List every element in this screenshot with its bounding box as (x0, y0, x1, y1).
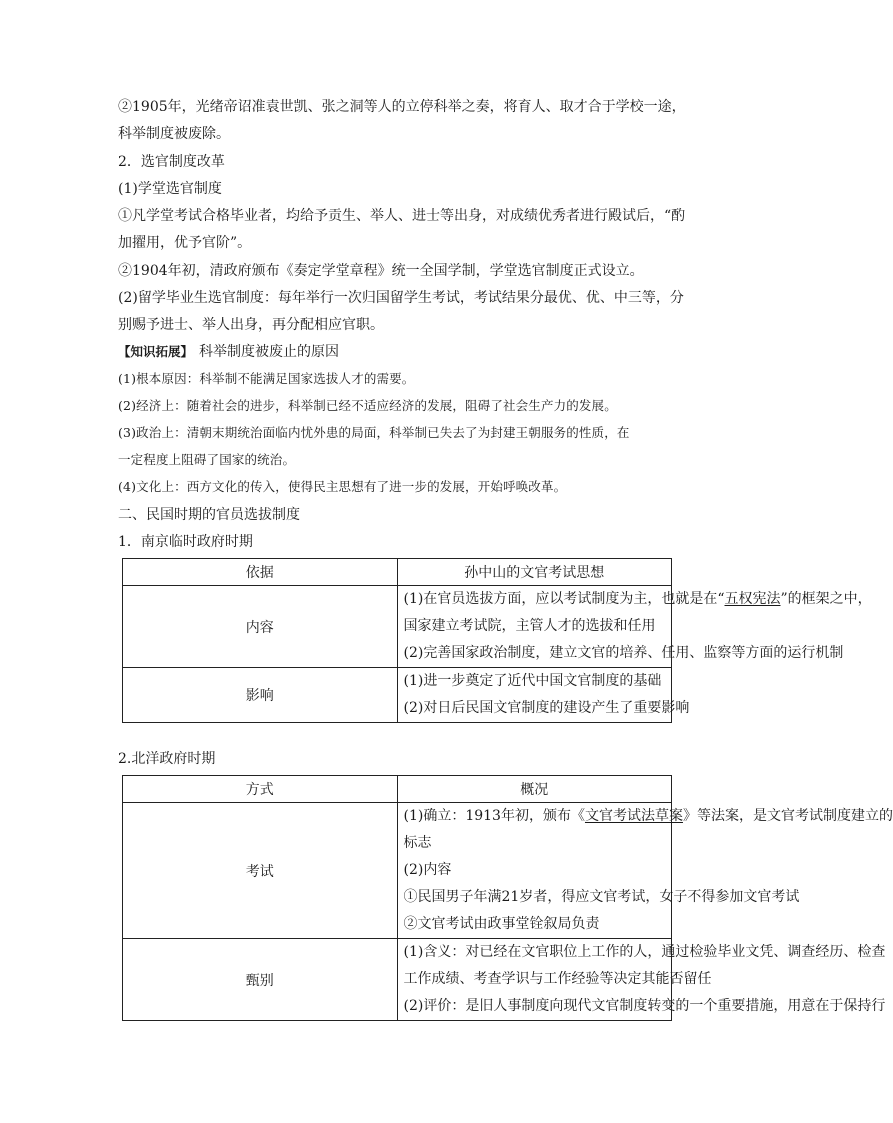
row-body-content (397, 586, 872, 668)
cell-line: ①民国男子年满21岁者，得应文官考试，女子不得参加文官考试 (403, 889, 800, 905)
cell-line: (1)含义：对已经在文官职位上工作的人，通过检验毕业文凭、调查经历、检查 (403, 944, 886, 960)
knowledge-item-3-line1: (3)政治上：清朝末期统治面临内忧外患的局面，科举制已失去了为封建王朝服务的性质，在 (118, 425, 630, 440)
knowledge-tag: 【知识拓展】 (118, 344, 194, 359)
table-header-overview: 概况 (397, 776, 672, 803)
row-head-exam: 考试 (123, 803, 398, 939)
paragraph-1904-post: 统一全国学制，学堂选官制度正式设立。 (391, 263, 644, 279)
heading-school-selection: (1)学堂选官制度 (118, 181, 222, 197)
knowledge-header (118, 343, 678, 361)
paragraph-abolition-line1: ②1905年，光绪帝诏准袁世凯、张之洞等人的立停科举之奏，将育人、取才合于学校一途， (118, 99, 686, 115)
cell-line (403, 803, 893, 830)
knowledge-item-3-line2: 一定程度上阻碍了国家的统治。 (118, 452, 296, 467)
cell-line (403, 586, 872, 613)
row-head-content: 内容 (123, 586, 398, 668)
underlined-term: 文官考试法草案 (584, 808, 683, 824)
row-body-influence (397, 668, 690, 723)
knowledge-title: 科举制度被废止的原因 (199, 344, 340, 360)
paragraph-1904 (118, 262, 678, 280)
cell-line: (2)内容 (403, 862, 452, 878)
underlined-term: 五权宪法 (724, 591, 781, 607)
paragraph-overseas-line1: (2)留学毕业生选官制度：每年举行一次归国留学生考试，考试结果分最优、优、中三等，分 (118, 290, 684, 306)
cell-line: (2)对日后民国文官制度的建设产生了重要影响 (403, 700, 690, 716)
heading-reform: 2．选官制度改革 (118, 154, 225, 170)
row-body-screening (397, 939, 886, 1021)
cell-text: 》等法案，是文官考试制度建立的 (682, 808, 893, 824)
section-heading-republic: 二、民国时期的官员选拔制度 (118, 507, 300, 523)
subheading-beiyang: 2.北洋政府时期 (118, 751, 216, 767)
row-body-exam (397, 803, 893, 939)
knowledge-item-1: (1)根本原因：科举制不能满足国家选拔人才的需要。 (118, 371, 415, 386)
table-row (123, 939, 672, 1021)
cell-line: 国家建立考试院，主管人才的选拔和任用 (403, 618, 656, 634)
cell-line: 标志 (403, 835, 432, 851)
cell-line: 工作成绩、考查学识与工作经验等决定其能否留任 (403, 971, 712, 987)
row-head-screening: 甄别 (123, 939, 398, 1021)
table-row (123, 803, 672, 939)
table-header-row (123, 776, 672, 803)
paragraph-overseas-line2: 别赐予进士、举人出身，再分配相应官职。 (118, 317, 384, 333)
paragraph-school-line1: ①凡学堂考试合格毕业者，均给予贡生、举人、进士等出身，对成绩优秀者进行殿试后，“酌 (118, 208, 686, 224)
paragraph-school-line2: 加擢用，优予官阶”。 (118, 235, 252, 251)
document-title-ref: 《奏定学堂章程》 (279, 263, 392, 279)
paragraph-1904-pre: ②1904年初，清政府颁布 (118, 263, 280, 279)
table-header-thought: 孙中山的文官考试思想 (397, 559, 672, 586)
table-row (123, 586, 672, 668)
paragraph-abolition-line2: 科举制度被废除。 (118, 126, 230, 142)
table-header-basis: 依据 (123, 559, 398, 586)
table-nanjing (122, 558, 872, 723)
cell-line: (1)进一步奠定了近代中国文官制度的基础 (403, 673, 662, 689)
row-head-influence: 影响 (123, 668, 398, 723)
subheading-nanjing: 1．南京临时政府时期 (118, 534, 253, 550)
table-row (123, 668, 672, 723)
table-header-row (123, 559, 672, 586)
cell-text: ”的框架之中， (780, 591, 872, 607)
knowledge-item-4: (4)文化上：西方文化的传入，使得民主思想有了进一步的发展，开始呼唤改革。 (118, 479, 567, 494)
cell-text: (1)在官员选拔方面，应以考试制度为主，也就是在“ (403, 591, 725, 607)
table-header-method: 方式 (123, 776, 398, 803)
cell-text: (1)确立：1913年初，颁布《 (403, 808, 585, 824)
knowledge-item-2: (2)经济上：随着社会的进步，科举制已经不适应经济的发展，阻碍了社会生产力的发展。 (118, 398, 617, 413)
table-beiyang (122, 775, 893, 1021)
cell-line: ②文官考试由政事堂铨叙局负责 (403, 916, 600, 932)
cell-line: (2)完善国家政治制度，建立文官的培养、任用、监察等方面的运行机制 (403, 645, 844, 661)
cell-line: (2)评价：是旧人事制度向现代文官制度转变的一个重要措施，用意在于保持行 (403, 998, 886, 1014)
